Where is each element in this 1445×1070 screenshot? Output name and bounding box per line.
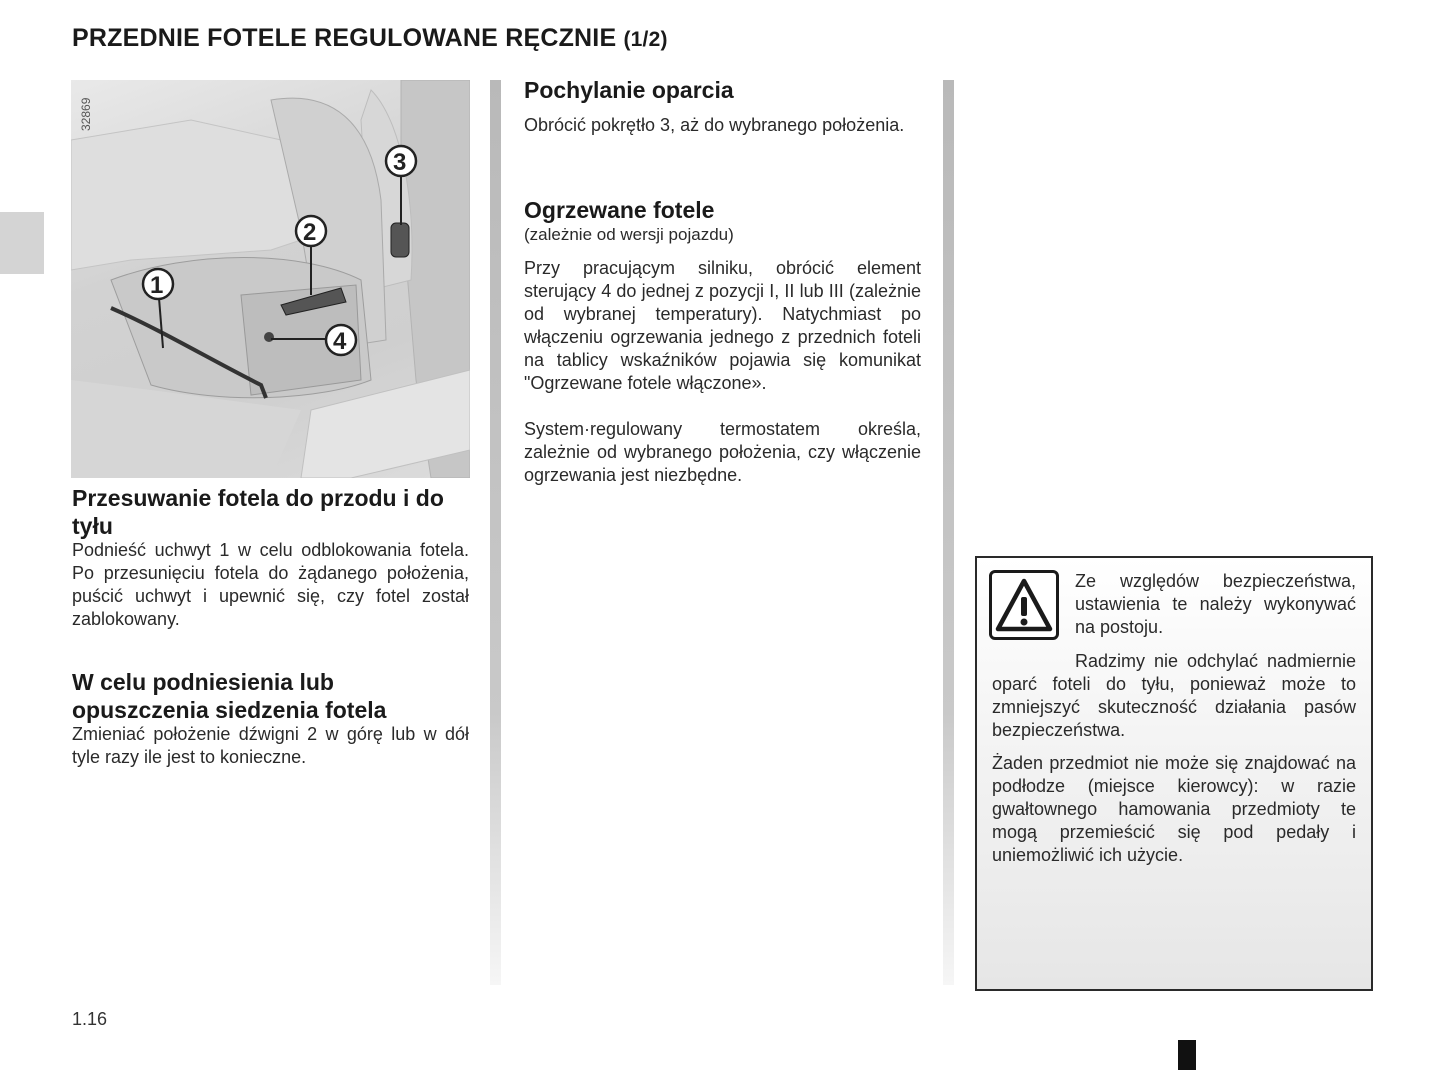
callout-2-label: 2 (303, 219, 317, 246)
page-title (72, 24, 668, 53)
warning-text-1: Ze względów bezpieczeństwa, ustawienia te należy wykonywać na postoju. (1075, 571, 1356, 637)
heated-body-1: Przy pracującym silniku, obrócić element sterujący 4 do jednej z pozycji I, II lub III (zależnie od wybranej temperatury). Natychmiast po włączeniu ogrzewania jednego z przednich foteli na tablicy wskaźników pojawia się komunikat "Ogrzewane fotele włączone». (524, 258, 921, 393)
page-edge-marker (1178, 1040, 1196, 1070)
warning-text-2: Radzimy nie odchylać nadmiernie oparć foteli do tyłu, ponieważ może to zmniejszyć skuteczność działania pasów bezpieczeństwa. (992, 651, 1356, 740)
callout-4-label: 4 (333, 328, 347, 355)
column-divider-left (490, 80, 501, 985)
warning-triangle-icon (989, 570, 1059, 640)
heated-body-2: System·regulowany termostatem określa, zależnie od wybranego położenia, czy włączenie ogrzewania jest niezbędne. (524, 419, 921, 485)
heated-note: (zależnie od wersji pojazdu) (524, 225, 734, 244)
height-body: Zmieniać położenie dźwigni 2 w górę lub w dół tyle razy ile jest to konieczne. (72, 724, 469, 767)
heated-heading: Ogrzewane fotele (524, 197, 715, 223)
seat-drawing (71, 80, 470, 478)
page-title-text: PRZEDNIE FOTELE REGULOWANE RĘCZNIE (72, 24, 617, 52)
callout-1-label: 1 (150, 272, 164, 299)
figure-code: 32869 (79, 97, 93, 131)
page-title-part: (1/2) (623, 28, 668, 51)
slide-body: Podnieść uchwyt 1 w celu odblokowania fotela. Po przesunięciu fotela do żądanego położenia, puścić uchwyt i upewnić się, czy fotel został zablokowany. (72, 540, 469, 629)
recline-body: Obrócić pokrętło 3, aż do wybranego położenia. (524, 115, 905, 135)
section-tab (0, 212, 44, 274)
page-number: 1.16 (72, 1009, 108, 1029)
height-heading: W celu podniesienia lub opuszczenia siedzenia fotela (72, 669, 387, 723)
column-divider-right (943, 80, 954, 985)
seat-illustration (71, 80, 470, 478)
callout-3-label: 3 (393, 149, 407, 176)
recline-heading: Pochylanie oparcia (524, 77, 734, 103)
slide-heading: Przesuwanie fotela do przodu i do tyłu (72, 485, 444, 539)
warning-text-3: Żaden przedmiot nie może się znajdować na podłodze (miejsce kierowcy): w razie gwałtownego hamowania przedmioty te mogą przemieścić się pod pedały i uniemożliwić ich użycie. (992, 753, 1356, 865)
